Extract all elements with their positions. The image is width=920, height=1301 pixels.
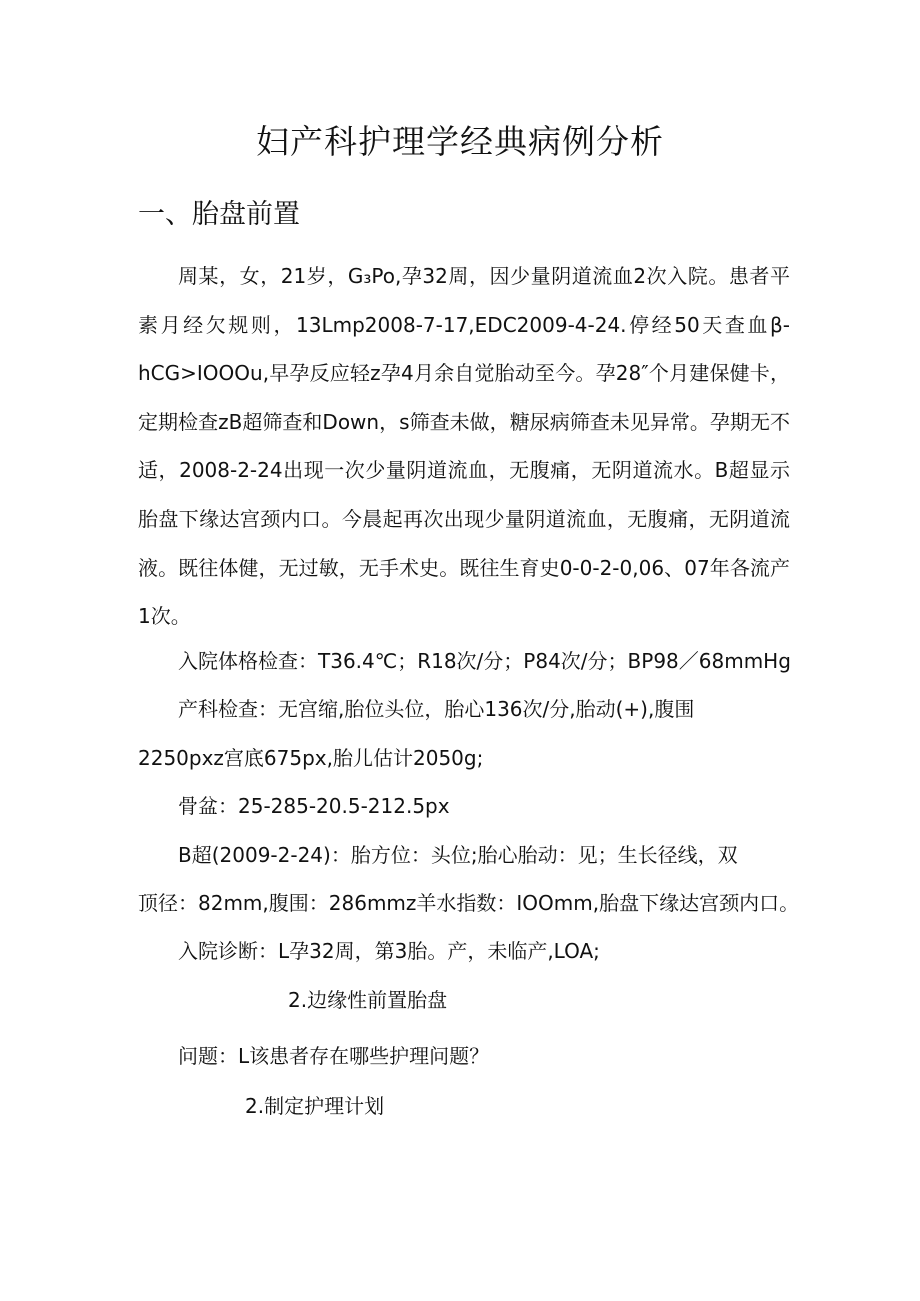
pelvis-line: 骨盆：25-285-20.5-212.5px — [178, 794, 450, 818]
admission-exam-line: 入院体格检查：T36.4℃；R18次/分；P84次/分；BP98／68mmHg — [178, 649, 791, 673]
case-paragraph: 周某，女，21岁，G₃Po,孕32周，因少量阴道流血2次入院。患者平素月经欠规则，13Lmp2008-7-17,EDC2009-4-24.停经50天查血β-hCG>IOOOu,早孕反应轻z孕4月余自觉胎动至今。孕28″个月建保健卡，定期检查zB超筛查和Down，s筛查未做，糖尿病筛查未见异常。孕期无不适，2008-2-24出现一次少量阴道流血，无腹痛，无阴道流水。B超显示胎盘下缘达宫颈内口。今晨起再次出现少量阴道流血，无腹痛，无阴道流液。既往体健，无过敏，无手术史。既往生育史0-0-2-0,06、07年各流产1次。 — [138, 264, 790, 629]
diagnosis-line-1: 入院诊断：L孕32周，第3胎。产，未临产,LOA; — [178, 939, 600, 963]
obstetric-exam-line-1: 产科检查：无宫缩,胎位头位，胎心136次/分,胎动(+),腹围 — [178, 697, 695, 721]
ultrasound-line-2: 顶径：82mm,腹围：286mmz羊水指数：IOOmm,胎盘下缘达宫颈内口。 — [138, 891, 800, 915]
question-line-2: 2.制定护理计划 — [245, 1094, 385, 1118]
document-title: 妇产科护理学经典病例分析 — [256, 122, 664, 161]
diagnosis-line-2: 2.边缘性前置胎盘 — [288, 988, 448, 1012]
obstetric-exam-line-2: 2250pxz宫底675px,胎儿估计2050g; — [138, 746, 484, 770]
section-heading: 一、胎盘前置 — [138, 199, 300, 230]
question-line-1: 问题：L该患者存在哪些护理问题？ — [178, 1044, 490, 1068]
ultrasound-line-1: B超(2009-2-24)：胎方位：头位;胎心胎动：见；生长径线，双 — [178, 843, 738, 867]
